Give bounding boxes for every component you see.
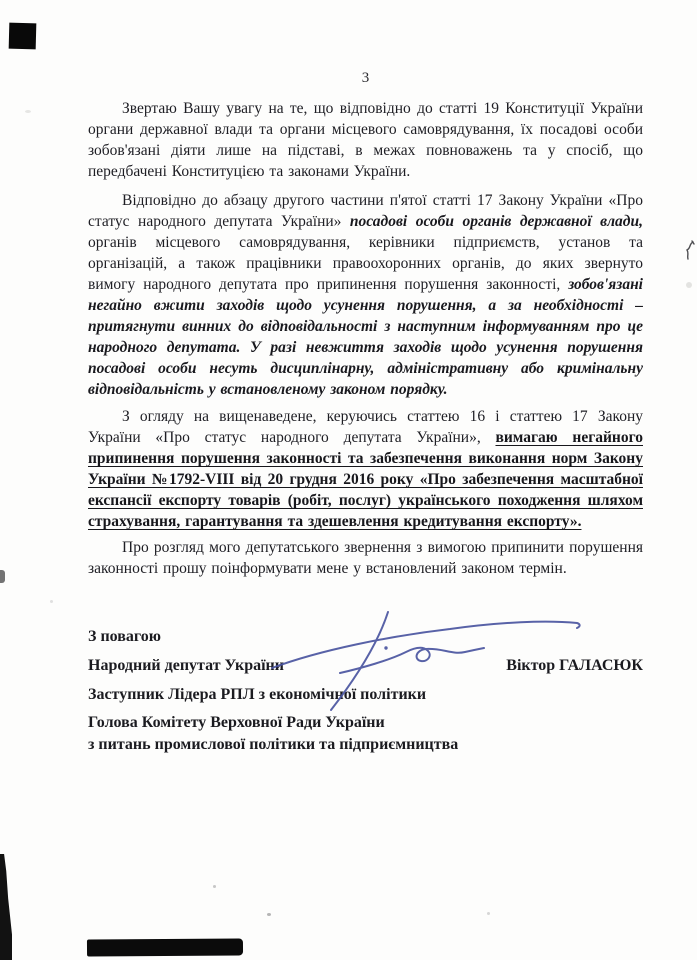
signature-row xyxy=(88,657,643,675)
body-paragraph xyxy=(88,98,643,182)
body-paragraph xyxy=(88,190,643,400)
body-paragraph xyxy=(88,537,643,579)
paper-speck xyxy=(50,600,53,603)
paper-speck xyxy=(25,110,31,113)
signatory-role-2: Заступник Лідера РПЛ з економічної політики xyxy=(88,686,427,703)
scan-corner-blotch xyxy=(9,23,37,50)
body-paragraph xyxy=(88,406,643,532)
paper-speck xyxy=(213,885,216,888)
signatory-name: Віктор ГАЛАСЮК xyxy=(506,657,643,674)
signature-ink-dot xyxy=(384,646,387,649)
text-run: зобов'язані негайно вжити заходів щодо усунення порушення, а за необхідності – притягнути винних до відповідальності з наступним інформуванням про це народного депутата. У разі невжиття заходів щодо усунення порушення посадові особи несуть дисциплінарну, адміністративну або кримінальну відповідальність у встановленому законом порядку. xyxy=(88,276,643,398)
signatory-position: Народний депутат України xyxy=(88,657,284,674)
scan-left-edge-tick xyxy=(0,570,5,583)
signatory-role-3-line-2: з питань промислової політики та підприємництва xyxy=(88,736,459,753)
paper-smudge xyxy=(686,282,692,288)
text-run: органів місцевого самоврядування, керівники підприємств, установ та організацій, а також працівники правоохоронних органів, до яких звернуто вимогу народного депутата про припинення порушення законності, xyxy=(88,234,643,293)
text-run: Відповідно до абзацу другого частини п'ятої статті 17 Закону України «Про статус народного депутата України» xyxy=(88,192,643,230)
page-number: 3 xyxy=(361,70,370,86)
scan-bottom-marker-bar xyxy=(87,938,243,956)
scan-left-edge-streak xyxy=(0,854,12,960)
text-run: Звертаю Вашу увагу на те, що відповідно до статті 19 Конституції України органи державної влади та органи місцевого самоврядування, їх посадові особи зобов'язані діяти лише на підставі, в межах повноважень та у спосіб, що передбачені Конституцією та законами України. xyxy=(88,100,643,180)
paper-speck xyxy=(267,913,271,916)
text-run: вимагаю негайного припинення порушення законності та забезпечення виконання норм Закону України №1792-VIII від 20 грудня 2016 року «Про забезпечення масштабної експансії експорту товарів (робіт, послуг) українського походження шляхом страхування, гарантування та здешевлення кредитування експорту». xyxy=(88,429,643,530)
signatory-role-3 xyxy=(88,712,643,756)
text-run: Про розгляд мого депутатського звернення з вимогою припинити порушення законності прошу поінформувати мене у встановлений законом термін. xyxy=(88,539,643,577)
text-run: посадові особи органів державної влади, xyxy=(349,213,643,230)
paper-speck xyxy=(487,912,490,915)
closing-salutation: З повагою xyxy=(88,628,161,645)
signatory-role-3-line-1: Голова Комітету Верховної Ради України xyxy=(88,714,385,731)
right-edge-pen-mark xyxy=(682,240,696,262)
text-run: З огляду на вищенаведене, керуючись статтею 16 і статтею 17 Закону України «Про статус народного депутата України», xyxy=(88,408,643,446)
